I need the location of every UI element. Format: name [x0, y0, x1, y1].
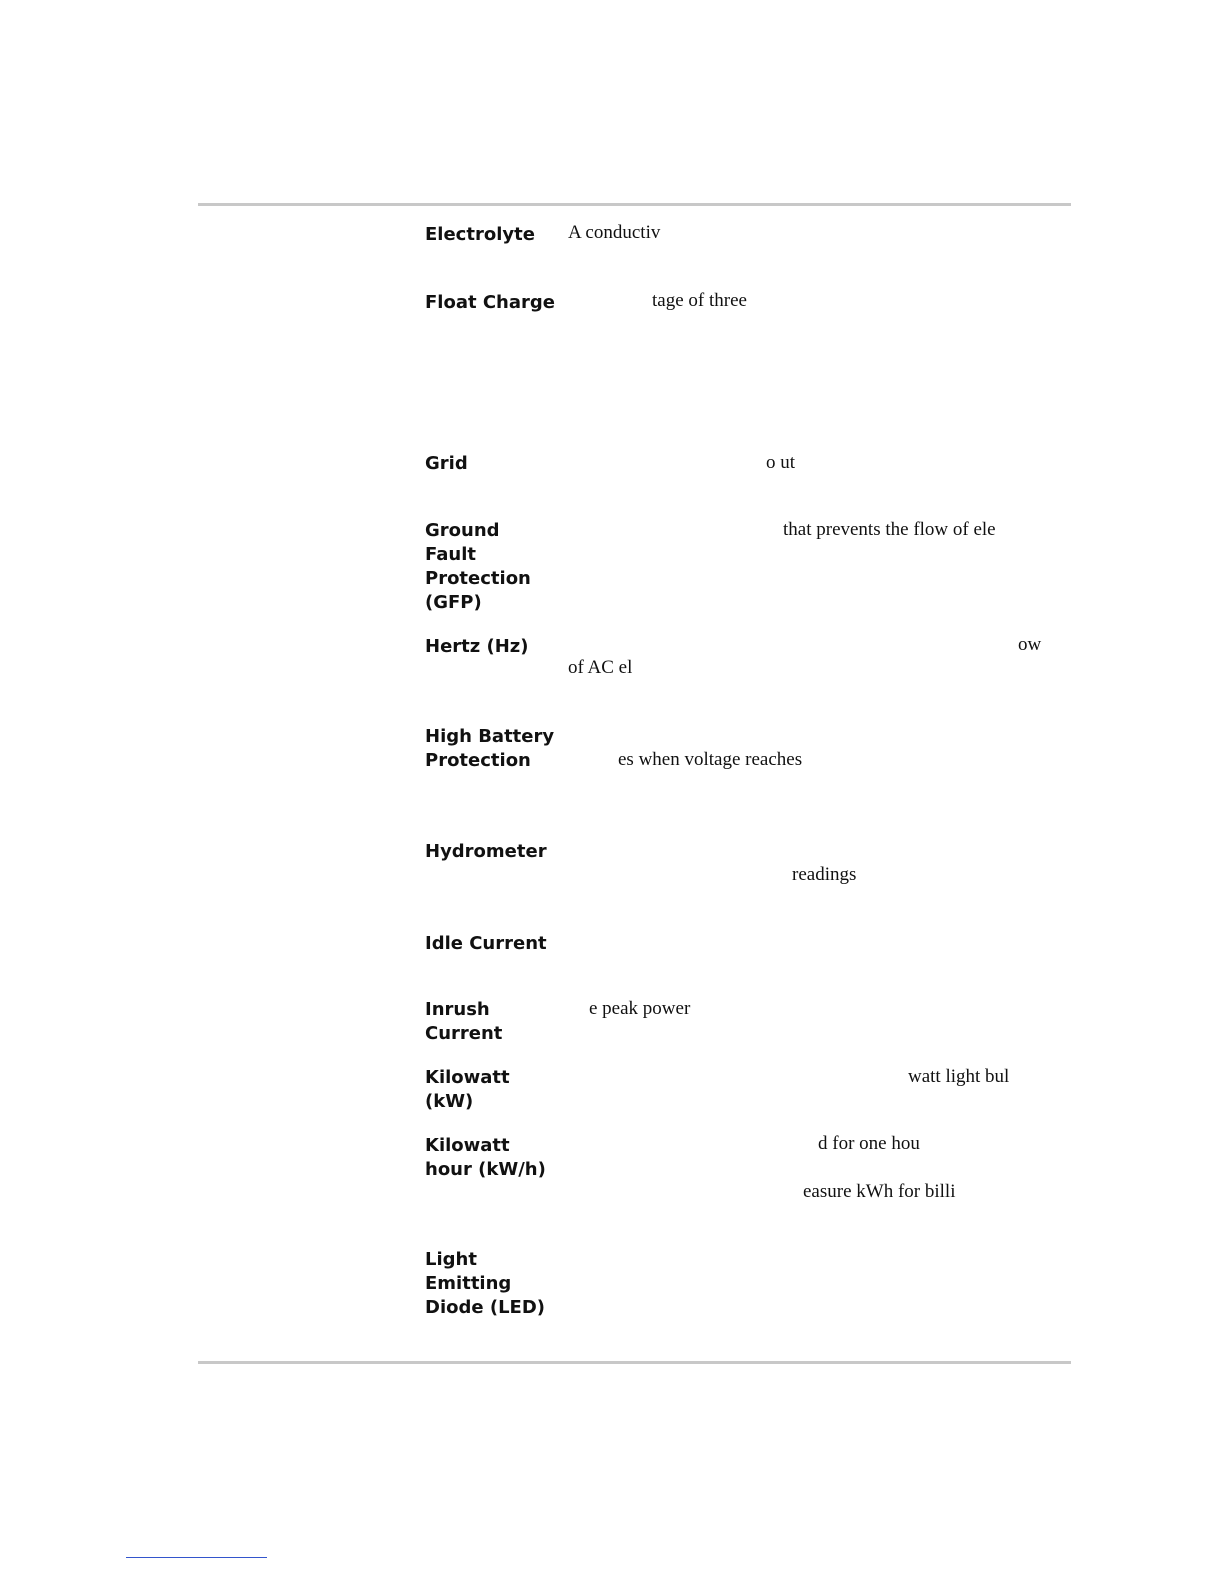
definition-fragment: d for one hou — [818, 1133, 920, 1154]
term-hydrometer: Hydrometer — [425, 841, 547, 862]
term-float-charge: Float Charge — [425, 292, 555, 313]
term-grid: Grid — [425, 453, 468, 474]
definition-fragment: tage of three — [652, 290, 747, 311]
term-hertz: Hertz (Hz) — [425, 636, 529, 657]
definition-fragment: of AC el — [568, 657, 633, 678]
definition-fragment: easure kWh for billi — [803, 1181, 956, 1202]
term-ground-fault-protection: Ground Fault Protection (GFP) — [425, 520, 531, 613]
definition-fragment: readings — [792, 864, 857, 885]
definition-fragment: that prevents the flow of ele — [783, 519, 996, 540]
term-kilowatt: Kilowatt (kW) — [425, 1067, 510, 1112]
definition-fragment: o ut — [766, 452, 796, 473]
definition-fragment: A conductiv — [568, 222, 661, 243]
term-inrush-current: Inrush Current — [425, 999, 503, 1044]
term-led: Light Emitting Diode (LED) — [425, 1249, 545, 1318]
term-electrolyte: Electrolyte — [425, 224, 535, 245]
term-high-battery-protection: High Battery Protection — [425, 726, 555, 771]
definition-fragment: watt light bul — [908, 1066, 1010, 1087]
top-rule — [198, 203, 1071, 206]
term-idle-current: Idle Current — [425, 933, 547, 954]
definition-fragment: ow — [1018, 634, 1042, 655]
definition-fragment: e peak power — [589, 998, 691, 1019]
footer-link-underline — [126, 1557, 267, 1558]
term-kilowatt-hour: Kilowatt hour (kW/h) — [425, 1135, 546, 1180]
definition-fragment: es when voltage reaches — [618, 749, 803, 770]
bottom-rule — [198, 1361, 1071, 1364]
